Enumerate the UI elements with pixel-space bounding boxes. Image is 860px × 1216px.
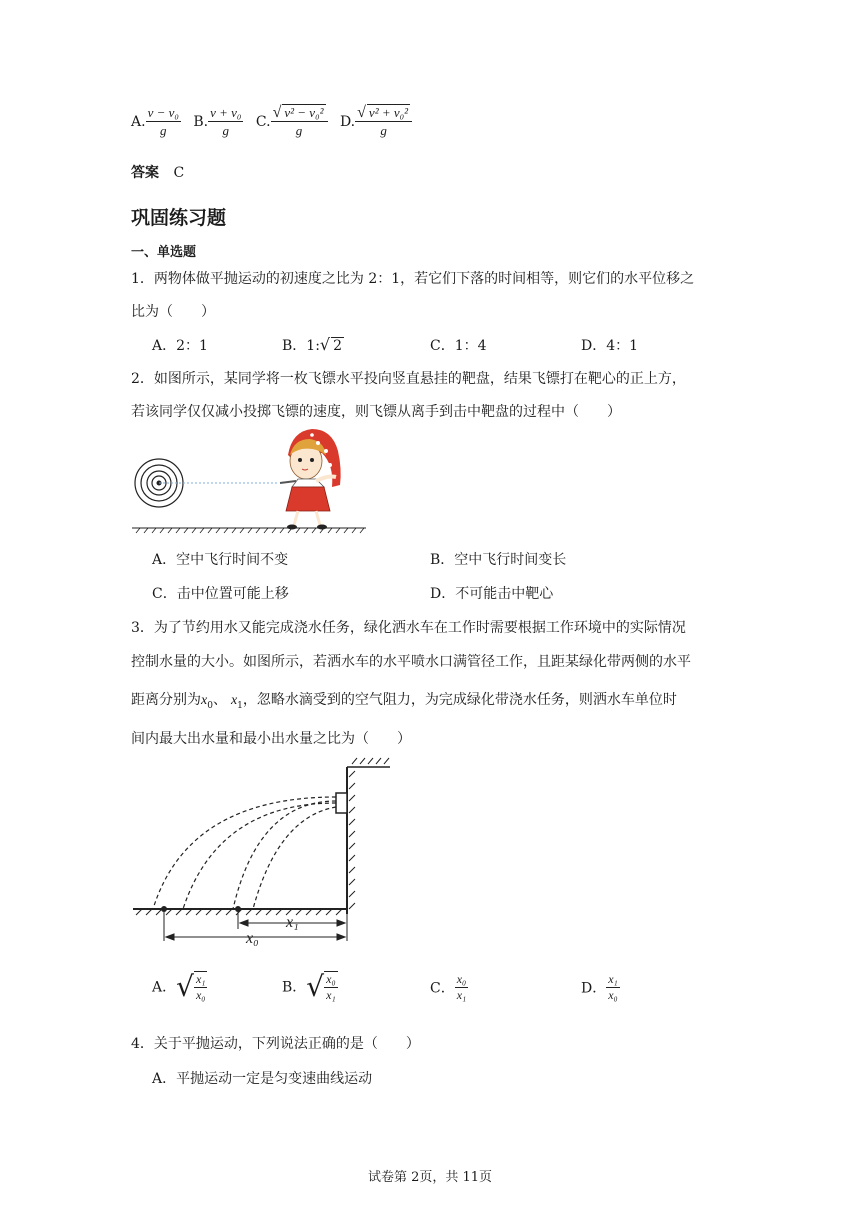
prev-option-d [339,104,412,138]
prev-option-d-fraction [355,104,412,140]
q1-option-c: C．1：4 [430,338,487,354]
prev-option-c-num-wrap [271,104,328,122]
fig-label-x1: x₁ [286,914,299,931]
prev-option-d-letter: D. [339,114,356,130]
q3-option-a-letter: A． [152,979,177,996]
sqrt-icon: √ [306,970,325,1003]
q3-option-b-letter: B． [282,979,307,996]
q3-option-d-den: x₀ [608,988,618,1002]
q3-stem-line1: 3．为了节约用水又能完成浇水任务，绿化洒水车在工作时需要根据工作环境中的实际情况 [131,620,686,636]
prev-option-b-den: g [222,122,230,138]
prev-option-d-den: g [380,123,387,138]
q4-option-a: A．平抛运动一定是匀变速曲线运动 [152,1071,373,1087]
q3-stem-line2: 控制水量的大小。如图所示，若洒水车的水平喷水口满管径工作，且距某绿化带两侧的水平 [131,654,691,670]
prev-option-b-num: v + v₀ [210,104,242,120]
q2-stem-line2: 若该同学仅仅减小投掷飞镖的速度，则飞镖从离手到击中靶盘的过程中（ ） [131,404,621,420]
q2-option-b: B．空中飞行时间变长 [430,552,567,568]
prev-option-b [193,104,248,138]
q3-option-c-den: x₁ [456,988,467,1002]
girl-icon [280,429,341,530]
prev-option-a-den: g [159,122,167,138]
q1-stem-line2: 比为（ ） [131,304,215,320]
wall [347,758,390,914]
prev-option-a-letter: A. [131,114,146,130]
fig-label-x0: x₀ [246,930,259,947]
sqrt-icon: √ [176,970,194,1003]
q1-option-b-prefix: B．1: [282,338,320,354]
q1-option-b [282,335,344,355]
q2-option-c: C．击中位置可能上移 [152,586,289,602]
sqrt-icon: √ [319,335,331,354]
nozzle [336,793,347,813]
q3-separator: 、 [212,692,227,708]
q3-x0-sub: 0 [207,700,213,711]
q4-stem-line1: 4．关于平抛运动，下列说法正确的是（ ） [131,1036,420,1052]
prev-options-row [131,104,412,140]
q3-option-a-fraction [194,971,208,1003]
q3-option-c-num: x₀ [456,972,467,986]
prev-option-c-num: v² − v₀² [284,105,324,120]
prev-option-c-fraction [271,104,328,140]
water-trajectories [153,797,336,909]
answer-line [131,162,184,182]
q3-option-d-num: x₁ [608,972,618,986]
q2-option-a: A．空中飞行时间不变 [152,552,289,568]
dart-figure [130,425,370,537]
sqrt-icon: √ [357,104,366,121]
q3-stem-line3-b: ，忽略水滴受到的空气阻力，为完成绿化带浇水任务，则洒水车单位时 [242,692,677,708]
q2-stem-line1: 2．如图所示，某同学将一枚飞镖水平投向竖直悬挂的靶盘，结果飞镖打在靶心的正上方， [131,371,686,387]
answer-value: C [173,165,185,181]
q3-x1-sub: 1 [237,700,243,711]
q1-option-d: D．4：1 [581,338,639,354]
q3-stem-line3 [131,689,677,711]
prev-option-c-letter: C. [255,114,271,130]
q3-option-b [282,970,338,1003]
sqrt-icon: √ [272,104,282,121]
q3-stem-line4: 间内最大出水量和最小出水量之比为（ ） [131,731,411,747]
q1-option-a: A．2：1 [152,338,208,354]
q3-option-a-den: x₀ [195,987,206,1002]
q3-x0: x [201,693,208,708]
q3-option-b-fraction [324,971,338,1003]
prev-option-c-den: g [295,123,303,138]
q3-option-c-letter: C． [430,980,455,997]
q3-option-c [430,972,468,1003]
page-footer: 试卷第 2页，共 11页 [367,1170,493,1185]
prev-option-a-fraction [146,105,181,140]
q1-option-b-root: 2 [333,338,343,354]
q2-option-d: D．不可能击中靶心 [430,586,554,602]
prev-option-c [255,104,332,138]
answer-label: 答案 [131,165,159,181]
q3-option-c-fraction [455,972,469,1003]
section-title: 巩固练习题 [131,207,227,229]
subsection-title: 一、单选题 [131,245,197,260]
q3-option-a-num: x₁ [195,971,206,986]
q3-x1: x [230,693,238,708]
q3-option-d [581,972,620,1003]
prev-option-d-num-wrap [355,104,412,122]
q1-stem-line1: 1．两物体做平抛运动的初速度之比为 2：1，若它们下落的时间相等，则它们的水平位移之 [131,271,695,287]
sprinkler-figure [128,757,408,957]
ground-line [132,528,366,533]
prev-option-b-letter: B. [193,114,209,130]
prev-option-b-fraction [208,105,243,140]
q3-option-b-num: x₀ [326,971,336,986]
prev-option-a-num: v − v₀ [147,104,179,120]
q3-option-d-fraction [606,972,620,1003]
prev-option-d-num: v² + v₀² [368,105,409,120]
q3-stem-line3-a: 距离分别为 [131,692,201,708]
q3-option-d-letter: D． [581,980,607,997]
q3-option-b-den: x₁ [326,987,336,1002]
prev-option-a [131,104,185,138]
q3-option-a [152,970,207,1003]
